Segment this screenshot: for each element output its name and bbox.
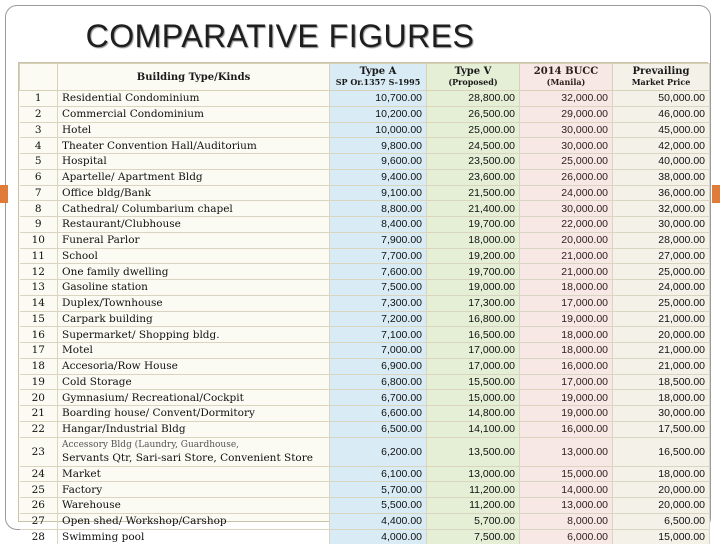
type-a-value: 9,600.00 (330, 154, 427, 170)
bucc-value: 26,000.00 (520, 169, 613, 185)
building-type-line1: Accessory Bldg (Laundry, Guardhouse, (62, 440, 325, 450)
market-price-value: 21,000.00 (613, 358, 710, 374)
type-v-value: 19,700.00 (427, 264, 520, 280)
type-v-value: 13,500.00 (427, 437, 520, 466)
header-type-v-label: Type V (455, 66, 492, 77)
row-number: 27 (20, 513, 58, 529)
table-row (20, 327, 710, 343)
type-a-value: 6,800.00 (330, 374, 427, 390)
comparative-table-container (18, 62, 708, 522)
bucc-value: 13,000.00 (520, 437, 613, 466)
type-a-value: 7,100.00 (330, 327, 427, 343)
type-a-value: 9,400.00 (330, 169, 427, 185)
type-v-value: 15,500.00 (427, 374, 520, 390)
header-bucc (520, 64, 613, 91)
type-a-value: 5,700.00 (330, 482, 427, 498)
building-type-cell: Market (58, 466, 330, 482)
table-row (20, 169, 710, 185)
type-v-value: 14,800.00 (427, 406, 520, 422)
market-price-value: 36,000.00 (613, 185, 710, 201)
building-type-cell: Open shed/ Workshop/Carshop (58, 513, 330, 529)
market-price-value: 30,000.00 (613, 217, 710, 233)
market-price-value: 25,000.00 (613, 295, 710, 311)
type-a-value: 5,500.00 (330, 498, 427, 514)
bucc-value: 22,000.00 (520, 217, 613, 233)
market-price-value: 38,000.00 (613, 169, 710, 185)
building-type-cell: Supermarket/ Shopping bldg. (58, 327, 330, 343)
type-v-value: 5,700.00 (427, 513, 520, 529)
bucc-value: 30,000.00 (520, 122, 613, 138)
table-row (20, 466, 710, 482)
bucc-value: 21,000.00 (520, 264, 613, 280)
type-v-value: 26,500.00 (427, 106, 520, 122)
market-price-value: 18,000.00 (613, 390, 710, 406)
building-type-cell: Residential Condominium (58, 91, 330, 107)
building-type-cell (58, 437, 330, 466)
bucc-value: 25,000.00 (520, 154, 613, 170)
row-number: 13 (20, 280, 58, 296)
row-number: 18 (20, 358, 58, 374)
row-number: 2 (20, 106, 58, 122)
bucc-value: 17,000.00 (520, 374, 613, 390)
type-a-value: 7,500.00 (330, 280, 427, 296)
building-type-cell: Theater Convention Hall/Auditorium (58, 138, 330, 154)
row-number: 16 (20, 327, 58, 343)
bucc-value: 18,000.00 (520, 343, 613, 359)
type-v-value: 13,000.00 (427, 466, 520, 482)
market-price-value: 20,000.00 (613, 482, 710, 498)
table-body (20, 91, 710, 544)
row-number: 15 (20, 311, 58, 327)
row-number: 10 (20, 232, 58, 248)
type-a-value: 6,500.00 (330, 421, 427, 437)
building-type-cell: Motel (58, 343, 330, 359)
table-row (20, 311, 710, 327)
type-a-value: 6,600.00 (330, 406, 427, 422)
building-type-cell: Boarding house/ Convent/Dormitory (58, 406, 330, 422)
bucc-value: 6,000.00 (520, 529, 613, 544)
market-price-value: 20,000.00 (613, 498, 710, 514)
bucc-value: 17,000.00 (520, 295, 613, 311)
building-type-cell: Hospital (58, 154, 330, 170)
table-row (20, 248, 710, 264)
type-a-value: 6,200.00 (330, 437, 427, 466)
header-num (20, 64, 58, 91)
bucc-value: 16,000.00 (520, 358, 613, 374)
building-type-cell: Hangar/Industrial Bldg (58, 421, 330, 437)
table-row (20, 421, 710, 437)
building-type-line2: Servants Qtr, Sari-sari Store, Convenient Store (62, 452, 313, 464)
type-a-value: 4,000.00 (330, 529, 427, 544)
table-row (20, 529, 710, 544)
row-number: 25 (20, 482, 58, 498)
type-v-value: 17,000.00 (427, 343, 520, 359)
table-row (20, 138, 710, 154)
bucc-value: 20,000.00 (520, 232, 613, 248)
type-v-value: 7,500.00 (427, 529, 520, 544)
header-type-a-sub: SP Or.1357 S-1995 (332, 77, 424, 88)
building-type-cell: Funeral Parlor (58, 232, 330, 248)
table-row (20, 106, 710, 122)
type-a-value: 8,800.00 (330, 201, 427, 217)
row-number: 9 (20, 217, 58, 233)
market-price-value: 16,500.00 (613, 437, 710, 466)
market-price-value: 30,000.00 (613, 406, 710, 422)
table-row (20, 280, 710, 296)
type-a-value: 6,700.00 (330, 390, 427, 406)
bucc-value: 19,000.00 (520, 406, 613, 422)
building-type-cell: One family dwelling (58, 264, 330, 280)
table-row (20, 437, 710, 466)
building-type-cell: Carpark building (58, 311, 330, 327)
row-number: 28 (20, 529, 58, 544)
building-type-cell: Duplex/Townhouse (58, 295, 330, 311)
row-number: 21 (20, 406, 58, 422)
header-type-v-sub: (Proposed) (429, 77, 517, 88)
type-v-value: 11,200.00 (427, 498, 520, 514)
type-v-value: 19,200.00 (427, 248, 520, 264)
type-a-value: 9,800.00 (330, 138, 427, 154)
building-type-cell: Gasoline station (58, 280, 330, 296)
type-v-value: 21,500.00 (427, 185, 520, 201)
table-row (20, 91, 710, 107)
row-number: 14 (20, 295, 58, 311)
bucc-value: 18,000.00 (520, 280, 613, 296)
market-price-value: 27,000.00 (613, 248, 710, 264)
type-a-value: 6,900.00 (330, 358, 427, 374)
type-v-value: 16,800.00 (427, 311, 520, 327)
row-number: 20 (20, 390, 58, 406)
type-v-value: 14,100.00 (427, 421, 520, 437)
type-a-value: 7,600.00 (330, 264, 427, 280)
type-a-value: 7,200.00 (330, 311, 427, 327)
type-a-value: 10,200.00 (330, 106, 427, 122)
header-market-label: Prevailing (632, 66, 689, 77)
type-a-value: 8,400.00 (330, 217, 427, 233)
type-v-value: 17,300.00 (427, 295, 520, 311)
table-row (20, 201, 710, 217)
table-row (20, 390, 710, 406)
building-type-cell: Factory (58, 482, 330, 498)
table-row (20, 343, 710, 359)
table-row (20, 513, 710, 529)
table-row (20, 154, 710, 170)
header-type-v (427, 64, 520, 91)
market-price-value: 46,000.00 (613, 106, 710, 122)
type-a-value: 10,700.00 (330, 91, 427, 107)
type-v-value: 24,500.00 (427, 138, 520, 154)
row-number: 11 (20, 248, 58, 264)
table-row (20, 358, 710, 374)
type-v-value: 15,000.00 (427, 390, 520, 406)
right-edge-tab (712, 185, 720, 203)
row-number: 4 (20, 138, 58, 154)
row-number: 19 (20, 374, 58, 390)
bucc-value: 32,000.00 (520, 91, 613, 107)
type-a-value: 9,100.00 (330, 185, 427, 201)
market-price-value: 45,000.00 (613, 122, 710, 138)
market-price-value: 21,000.00 (613, 311, 710, 327)
header-building-type: Building Type/Kinds (58, 64, 330, 91)
bucc-value: 29,000.00 (520, 106, 613, 122)
bucc-value: 18,000.00 (520, 327, 613, 343)
market-price-value: 18,000.00 (613, 466, 710, 482)
type-a-value: 4,400.00 (330, 513, 427, 529)
market-price-value: 21,000.00 (613, 343, 710, 359)
bucc-value: 24,000.00 (520, 185, 613, 201)
building-type-cell: Warehouse (58, 498, 330, 514)
building-type-cell: Cathedral/ Columbarium chapel (58, 201, 330, 217)
bucc-value: 13,000.00 (520, 498, 613, 514)
type-v-value: 23,600.00 (427, 169, 520, 185)
type-v-value: 25,000.00 (427, 122, 520, 138)
bucc-value: 19,000.00 (520, 390, 613, 406)
building-type-cell: Accesoria/Row House (58, 358, 330, 374)
building-type-cell: Commercial Condominium (58, 106, 330, 122)
table-header-row (20, 64, 710, 91)
bucc-value: 30,000.00 (520, 201, 613, 217)
bucc-value: 8,000.00 (520, 513, 613, 529)
building-type-cell: Apartelle/ Apartment Bldg (58, 169, 330, 185)
row-number: 1 (20, 91, 58, 107)
header-market-sub: Market Price (615, 77, 707, 88)
building-type-cell: Swimming pool (58, 529, 330, 544)
bucc-value: 30,000.00 (520, 138, 613, 154)
type-v-value: 18,000.00 (427, 232, 520, 248)
market-price-value: 6,500.00 (613, 513, 710, 529)
building-type-cell: Restaurant/Clubhouse (58, 217, 330, 233)
table-row (20, 374, 710, 390)
row-number: 23 (20, 437, 58, 466)
bucc-value: 15,000.00 (520, 466, 613, 482)
header-type-a (330, 64, 427, 91)
table-row (20, 217, 710, 233)
row-number: 6 (20, 169, 58, 185)
building-type-cell: School (58, 248, 330, 264)
comparative-table (19, 63, 710, 544)
table-row (20, 232, 710, 248)
type-v-value: 23,500.00 (427, 154, 520, 170)
type-a-value: 7,300.00 (330, 295, 427, 311)
type-v-value: 11,200.00 (427, 482, 520, 498)
row-number: 5 (20, 154, 58, 170)
building-type-cell: Cold Storage (58, 374, 330, 390)
market-price-value: 28,000.00 (613, 232, 710, 248)
header-bucc-sub: (Manila) (522, 77, 610, 88)
type-a-value: 7,700.00 (330, 248, 427, 264)
header-market (613, 64, 710, 91)
row-number: 24 (20, 466, 58, 482)
slide-title (0, 18, 720, 55)
type-v-value: 28,800.00 (427, 91, 520, 107)
market-price-value: 18,500.00 (613, 374, 710, 390)
row-number: 17 (20, 343, 58, 359)
type-v-value: 19,000.00 (427, 280, 520, 296)
market-price-value: 25,000.00 (613, 264, 710, 280)
row-number: 22 (20, 421, 58, 437)
market-price-value: 15,000.00 (613, 529, 710, 544)
row-number: 8 (20, 201, 58, 217)
building-type-cell: Gymnasium/ Recreational/Cockpit (58, 390, 330, 406)
table-row (20, 264, 710, 280)
building-type-cell: Office bldg/Bank (58, 185, 330, 201)
market-price-value: 20,000.00 (613, 327, 710, 343)
bucc-value: 21,000.00 (520, 248, 613, 264)
market-price-value: 17,500.00 (613, 421, 710, 437)
bucc-value: 14,000.00 (520, 482, 613, 498)
header-bucc-label: 2014 BUCC (534, 66, 598, 77)
market-price-value: 42,000.00 (613, 138, 710, 154)
type-v-value: 17,000.00 (427, 358, 520, 374)
row-number: 12 (20, 264, 58, 280)
table-row (20, 185, 710, 201)
slide-title-text: COMPARATIVE FIGURES (86, 18, 475, 54)
table-row (20, 498, 710, 514)
market-price-value: 50,000.00 (613, 91, 710, 107)
type-a-value: 7,000.00 (330, 343, 427, 359)
market-price-value: 32,000.00 (613, 201, 710, 217)
table-row (20, 295, 710, 311)
header-type-a-label: Type A (360, 66, 397, 77)
table-row (20, 122, 710, 138)
table-row (20, 482, 710, 498)
left-edge-tab (0, 185, 8, 203)
type-a-value: 6,100.00 (330, 466, 427, 482)
row-number: 3 (20, 122, 58, 138)
market-price-value: 24,000.00 (613, 280, 710, 296)
market-price-value: 40,000.00 (613, 154, 710, 170)
row-number: 7 (20, 185, 58, 201)
type-a-value: 10,000.00 (330, 122, 427, 138)
row-number: 26 (20, 498, 58, 514)
type-v-value: 19,700.00 (427, 217, 520, 233)
type-v-value: 21,400.00 (427, 201, 520, 217)
bucc-value: 19,000.00 (520, 311, 613, 327)
type-a-value: 7,900.00 (330, 232, 427, 248)
type-v-value: 16,500.00 (427, 327, 520, 343)
bucc-value: 16,000.00 (520, 421, 613, 437)
building-type-cell: Hotel (58, 122, 330, 138)
table-row (20, 406, 710, 422)
